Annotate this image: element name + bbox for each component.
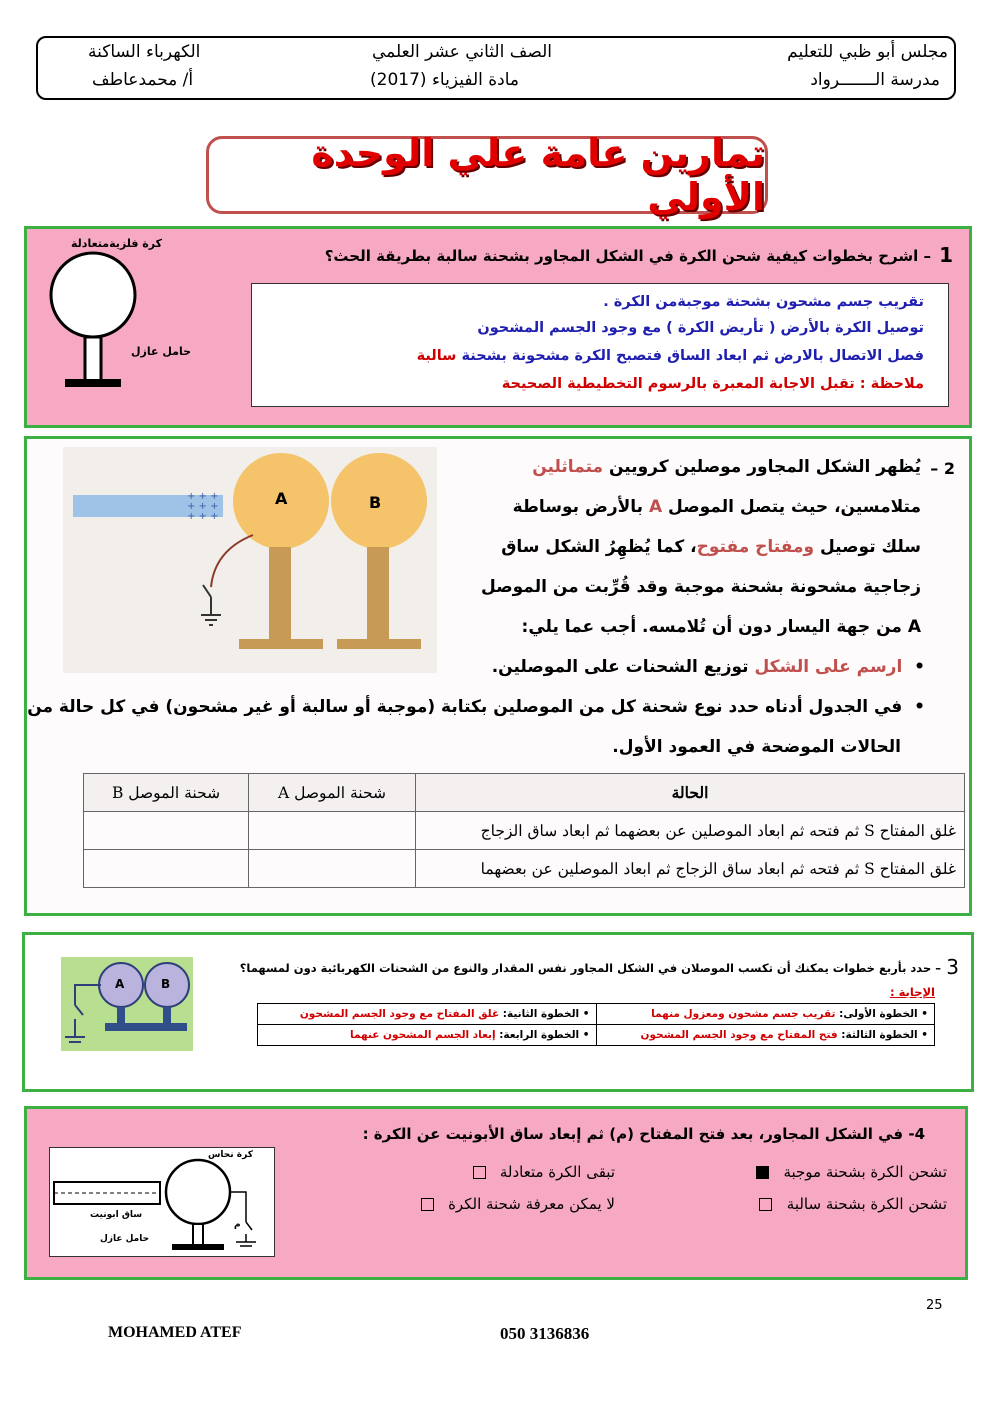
q4-figure-label-switch: م <box>234 1220 241 1230</box>
q3-step-1-text: تقريب جسم مشحون ومعزول منهما <box>651 1008 836 1020</box>
q3-figure <box>61 957 193 1051</box>
q3-step-4-label: الخطوة الرابعة: <box>499 1029 580 1041</box>
q1-answer-3-highlight: سالبة <box>416 348 457 364</box>
q2-table-row-2-case: غلق المفتاح S ثم فتحه ثم ابعاد ساق الزجاج ثم ابعاد الموصلين عن بعضهما <box>416 850 965 888</box>
table-row <box>84 850 965 888</box>
q3-question: – حدد بأربع خطوات يمكنك أن تكسب الموصلان في الشكل المجاور نفس المقدار والنوع من الشحنات الكهربائية دون لمسهما؟ <box>239 961 941 975</box>
q4-option-4-text: لا يمكن معرفة شحنة الكرة <box>448 1195 615 1213</box>
q4-option-4[interactable] <box>421 1195 615 1213</box>
q1-figure-label-sphere: كرة فلزيةمتعادلة <box>71 237 162 250</box>
q2-bullet-2: • في الجدول أدناه حدد نوع شحنة كل من الموصلين بكتابة (موجبة أو سالبة أو غير مشحون) في كل حالة من <box>27 697 925 717</box>
header-subject: مادة الفيزياء (2017) <box>370 70 520 90</box>
q2-word-a: A <box>648 497 663 517</box>
q2-figure-label-a: A <box>275 489 288 508</box>
q3-step-3-text: فتح المفتاح مع وجود الجسم المشحون <box>640 1029 838 1041</box>
q2-table-header-case: الحالة <box>416 774 965 812</box>
q2-table-header-a: شحنة الموصل A <box>249 774 416 812</box>
q2-figure-label-b: B <box>369 493 382 512</box>
q2-line-3-text: سلك توصيل <box>820 537 921 557</box>
q1-note: ملاحظة : تقبل الاجابة المعبرة بالرسوم التخطيطية الصحيحة <box>501 376 924 392</box>
checkbox-icon[interactable] <box>759 1198 772 1211</box>
q2-bullet-2-line-1: في الجدول أدناه حدد نوع شحنة كل من الموصلين بكتابة (موجبة أو سالبة أو غير مشحون) في كل حالة من <box>27 697 903 717</box>
page-header <box>36 36 956 100</box>
q2-number: 2 – <box>930 459 955 478</box>
q1-answer-2: توصيل الكرة بالأرض ( تأريض الكرة ) مع وجود الجسم المشحون <box>477 320 924 336</box>
q4-option-1-text: تشحن الكرة بشحنة موجبة <box>783 1163 947 1181</box>
two-conductors-drawing <box>63 447 437 673</box>
table-row <box>84 812 965 850</box>
q2-table-row-1-b[interactable] <box>84 812 249 850</box>
q2-line-1-text: يُظهر الشكل المجاور موصلين كرويين <box>608 457 921 477</box>
table-row <box>258 1025 935 1046</box>
header-unit: الكهرباء الساكنة <box>88 42 201 62</box>
q2-figure <box>63 447 437 673</box>
footer-name: MOHAMED ATEF <box>108 1324 242 1341</box>
question-4-panel <box>24 1106 968 1280</box>
q4-option-3[interactable] <box>759 1195 947 1213</box>
sphere-on-stand-drawing <box>45 251 215 391</box>
footer-phone: 050 3136836 <box>500 1324 590 1343</box>
page-title: تمارين عامة علي الوحدة الأولي <box>311 131 765 219</box>
q1-answer-box <box>251 283 949 407</box>
checkbox-icon[interactable] <box>421 1198 434 1211</box>
q2-table-row-1-case: غلق المفتاح S ثم فتحه ثم ابعاد الموصلين عن بعضهما ثم ابعاد ساق الزجاج <box>416 812 965 850</box>
q4-figure-label-stand: حامل عازل <box>100 1234 150 1244</box>
header-teacher: أ/ محمدعاطف <box>92 70 194 90</box>
q4-option-3-text: تشحن الكرة بشحنة سالبة <box>786 1195 947 1213</box>
page-title-box <box>206 131 768 219</box>
q2-bullet-2-line-2: الحالات الموضحة في العمود الأول. <box>612 737 901 757</box>
q4-figure-label-rod: ساق ابونيت <box>90 1210 143 1220</box>
q3-step-4: • الخطوة الرابعة: إبعاد الجسم المشحون عنهما <box>258 1025 597 1046</box>
q2-bullet-1: • ارسم على الشكل توزيع الشحنات على الموصلين. <box>491 657 925 677</box>
q4-figure-label-sphere: كرة نحاس <box>208 1150 253 1160</box>
header-school: مدرسة الـــــــرواد <box>810 70 940 90</box>
table-row <box>258 1004 935 1025</box>
svg-text:+ + +: + + + <box>187 501 219 512</box>
header-council: مجلس أبو ظبي للتعليم <box>787 42 948 62</box>
q1-answer-1: تقريب جسم مشحون بشحنة موجبةمن الكرة . <box>603 294 924 310</box>
q2-bullet-1-text: توزيع الشحنات على الموصلين. <box>491 657 749 677</box>
q3-step-4-text: إبعاد الجسم المشحون عنهما <box>350 1029 496 1041</box>
q1-answer-3 <box>417 348 924 364</box>
q2-line-5: A من جهة اليسار دون أن تُلامسه. أجب عما يلي: <box>521 617 921 637</box>
q3-figure-label-a: A <box>115 977 125 991</box>
q2-table-header-b: شحنة الموصل B <box>84 774 249 812</box>
q3-step-1: • الخطوة الأولى: تقريب جسم مشحون ومعزول منهما <box>596 1004 935 1025</box>
q2-word-identical: متماثلين <box>532 457 604 477</box>
q3-step-2-label: الخطوة الثانية: <box>502 1008 580 1020</box>
q1-figure-label-stand: حامل عازل <box>131 345 192 358</box>
svg-text:+ + +: + + + <box>187 491 219 502</box>
question-3-panel <box>22 932 974 1092</box>
q3-step-2: • الخطوة الثانية: غلق المفتاح مع وجود الجسم المشحون <box>258 1004 597 1025</box>
q2-table-row-1-a[interactable] <box>249 812 416 850</box>
q2-table-row-2-b[interactable] <box>84 850 249 888</box>
checkbox-icon[interactable] <box>473 1166 486 1179</box>
svg-text:+ + +: + + + <box>187 511 219 522</box>
q2-line-3 <box>501 537 921 557</box>
q2-word-switch: ومفتاح مفتوح <box>696 537 815 557</box>
q3-step-3-label: الخطوة الثالثة: <box>841 1029 918 1041</box>
page-number: 25 <box>926 1298 943 1313</box>
question-2-panel <box>24 436 972 916</box>
q3-step-2-text: غلق المفتاح مع وجود الجسم المشحون <box>299 1008 500 1020</box>
q1-question: – اشرح بخطوات كيفية شحن الكرة في الشكل المجاور بشحنة سالبة بطريقة الحث؟ <box>324 247 931 265</box>
q3-number: 3 <box>946 955 959 979</box>
q2-bullet-1-red: ارسم على الشكل <box>754 657 903 677</box>
q1-figure <box>45 237 215 397</box>
q4-question: 4- في الشكل المجاور، بعد فتح المفتاح (م) ثم إبعاد ساق الأبونيت عن الكرة : <box>362 1125 925 1143</box>
q3-step-1-label: الخطوة الأولى: <box>839 1008 918 1020</box>
q4-option-2[interactable] <box>473 1163 615 1181</box>
header-grade: الصف الثاني عشر العلمي <box>372 42 552 62</box>
q4-sphere-rod-drawing <box>50 1148 274 1256</box>
q2-line-2-end: بالأرض بوساطة <box>512 497 644 517</box>
q3-conductors-drawing <box>61 957 193 1051</box>
q2-charge-table <box>83 773 965 888</box>
q2-line-2 <box>513 497 921 517</box>
q2-line-3-end: ، كما يُظهِرُ الشكل ساق <box>501 537 697 557</box>
q2-table-header-row <box>84 774 965 812</box>
q3-answer-label: الإجابة : <box>889 985 935 999</box>
q3-steps-table <box>257 1003 935 1046</box>
checkbox-checked-icon[interactable] <box>756 1166 769 1179</box>
q1-answer-3-text: فصل الاتصال بالارض ثم ابعاد الساق فتصبح الكرة مشحونة بشحنة <box>461 348 924 364</box>
q4-figure <box>49 1147 275 1257</box>
q3-figure-label-b: B <box>161 977 171 991</box>
q2-line-1 <box>532 457 921 477</box>
q2-line-2-text: متلامسين، حيث يتصل الموصل <box>668 497 921 517</box>
q4-option-1[interactable] <box>756 1163 947 1181</box>
q2-line-4: زجاجية مشحونة بشحنة موجبة وقد قُرِّبت من الموصل <box>481 577 921 597</box>
q1-number: 1 <box>939 243 953 267</box>
q2-table-row-2-a[interactable] <box>249 850 416 888</box>
q4-option-2-text: تبقى الكرة متعادلة <box>499 1163 615 1181</box>
question-1-panel <box>24 226 972 428</box>
q3-step-3: • الخطوة الثالثة: فتح المفتاح مع وجود الجسم المشحون <box>596 1025 935 1046</box>
